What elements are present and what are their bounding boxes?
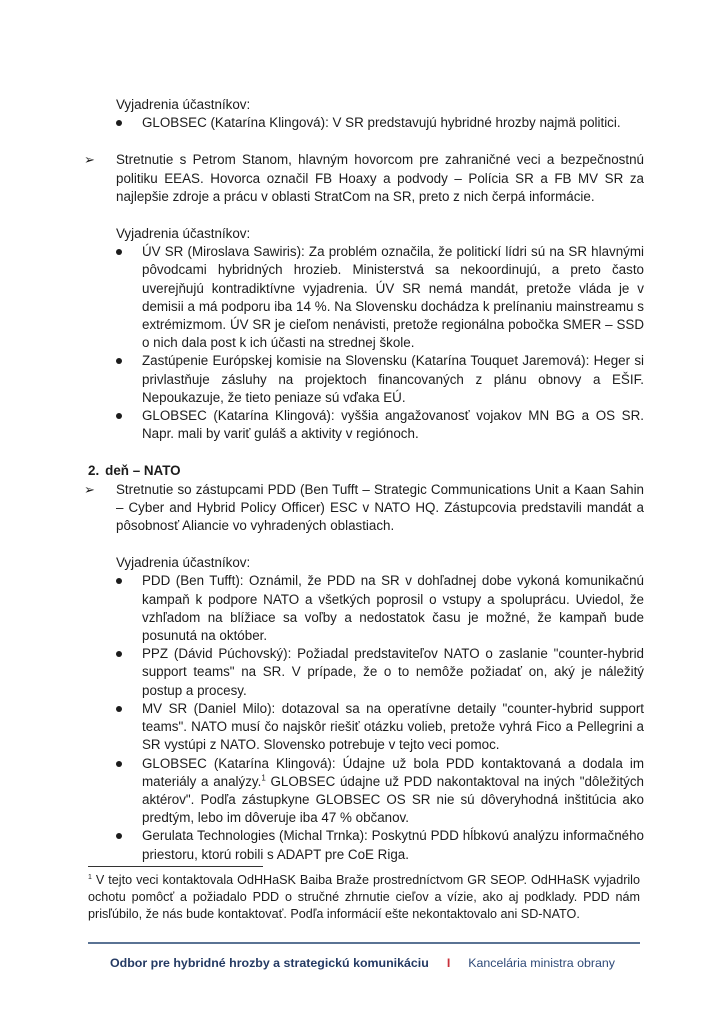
footer-department: Odbor pre hybridné hrozby a strategickú komunikáciu bbox=[110, 956, 429, 970]
list-item: Zastúpenie Európskej komisie na Slovensku (Katarína Touquet Jaremová): Heger si privlastňuje zásluhy na projektoch financovaných z plánu obnovy a EŠIF. Nepoukazuje, že tieto peniaze sú vďaka EÚ. bbox=[84, 352, 644, 407]
participants-label: Vyjadrenia účastníkov: bbox=[116, 97, 251, 112]
participants-list bbox=[84, 572, 644, 863]
meeting-paragraph: ➢ Stretnutie so zástupcami PDD (Ben Tufft – Strategic Communications Unit a Kaan Sahin – Cyber and Hybrid Policy Officer) ESC v NATO HQ. Zástupcovia predstavili mandát a pôsobnosť Aliancie vo vyhradených oblastiach. bbox=[84, 481, 644, 534]
bullet-icon bbox=[116, 358, 122, 364]
arrow-bullet-icon: ➢ bbox=[84, 481, 95, 497]
list-item: PDD (Ben Tufft): Oznámil, že PDD na SR v dohľadnej dobe vykoná komunikačnú kampaň k podpore NATO a všetkých poprosil o vstupy a spoluprácu. Uviedol, že vzhľadom na blížiace sa voľby a nedostatok času je možné, že kampaň bude posunutá na október. bbox=[84, 572, 644, 645]
list-item: MV SR (Daniel Milo): dotazoval sa na operatívne detaily "counter-hybrid support teams". NATO musí čo najskôr riešiť otázku volieb, pretože vyhrá Fico a Pellegrini a SR vystúpi z NATO. Slovensko potrebuje v tejto veci pomoc. bbox=[84, 700, 644, 755]
list-item: GLOBSEC (Katarína Klingová): vyššia angažovanosť vojakov MN BG a OS SR. Napr. mali by variť guláš a aktivity v regiónoch. bbox=[84, 407, 644, 443]
footer-divider bbox=[88, 942, 640, 944]
footer-separator: I bbox=[446, 956, 451, 970]
list-item: Gerulata Technologies (Michal Trnka): Poskytnú PDD hĺbkovú analýzu informačného priestoru, ktorú robili s ADAPT pre CoE Riga. bbox=[84, 827, 644, 863]
footnote-number: 1 bbox=[88, 873, 92, 881]
arrow-bullet-icon: ➢ bbox=[84, 152, 95, 168]
bullet-icon bbox=[116, 761, 122, 767]
page-content bbox=[84, 96, 644, 864]
bullet-icon bbox=[116, 120, 122, 126]
list-item: ÚV SR (Miroslava Sawiris): Za problém označila, že politickí lídri sú na SR hlavnými pôvodcami hybridných hrozieb. Ministerstvá sa nekoordinujú, a preto často uverejňujú kontradiktívne vyjadrenia. ÚV SR nemá mandát, pretože vláda je v demisii a má podporu iba 14 %. Na Slovensku dochádza k prelínaniu mainstreamu s extrémizmom. ÚV SR je cieľom nenávisti, pretože regionálna pobočka SMER – SSD o nich dala post k ich účasti na strednej škole. bbox=[84, 243, 644, 352]
footer-office: Kancelária ministra obrany bbox=[468, 956, 615, 970]
footnote-reference[interactable]: 1 bbox=[261, 773, 266, 783]
bullet-icon bbox=[116, 578, 122, 584]
page-footer bbox=[0, 954, 725, 972]
list-item: GLOBSEC (Katarína Klingová): Údajne už bola PDD kontaktovaná a dodala im materiály a analýzy.$^1$ GLOBSEC údajne už PDD nakontaktoval na iných "dôležitých aktérov". Podľa zástupkyne GLOBSEC OS SR nie sú dôveryhodná inštitúcia ako predtým, lebo im dôveruje iba 47 % občanov. bbox=[84, 755, 644, 828]
footnote-divider bbox=[88, 866, 263, 867]
participants-label: Vyjadrenia účastníkov: bbox=[116, 226, 251, 242]
bullet-icon bbox=[116, 833, 122, 839]
bullet-icon bbox=[116, 706, 122, 712]
bullet-icon bbox=[116, 651, 122, 657]
meeting-paragraph: ➢ Stretnutie s Petrom Stanom, hlavným hovorcom pre zahraničné veci a bezpečnostnú politiku EEAS. Hovorca označil FB Hoaxy a podvody – Polícia SR a FB MV SR za najlepšie zdroje a prácu v oblasti StratCom na SR, preto z nich čerpá informácie. bbox=[84, 152, 644, 204]
section-heading: 2. deň – NATO bbox=[88, 463, 181, 479]
bullet-icon bbox=[116, 249, 122, 255]
participants-label: Vyjadrenia účastníkov: bbox=[116, 555, 251, 571]
participants-list bbox=[84, 114, 644, 132]
bullet-icon bbox=[116, 413, 122, 419]
list-item: GLOBSEC (Katarína Klingová): V SR predstavujú hybridné hrozby najmä politici. bbox=[84, 114, 644, 132]
participants-list bbox=[84, 243, 644, 443]
list-item: PPZ (Dávid Púchovský): Požiadal predstaviteľov NATO o zaslanie "counter-hybrid support teams" na SR. V prípade, že o to nemôže požiadať on, aký je náležitý postup a procesy. bbox=[84, 645, 644, 700]
footnote: $^1$ V tejto veci kontaktovala OdHHaSK Baiba Braže prostredníctvom GR SEOP. OdHHaSK vyjadrilo ochotu pomôcť a požiadalo PDD o stručné zhrnutie cieľov a vízie, ako aj podklady. PDD nám prisľúbilo, že nás bude kontaktovať. Podľa informácií ešte nekontaktovalo ani SD-NATO. bbox=[88, 873, 640, 921]
